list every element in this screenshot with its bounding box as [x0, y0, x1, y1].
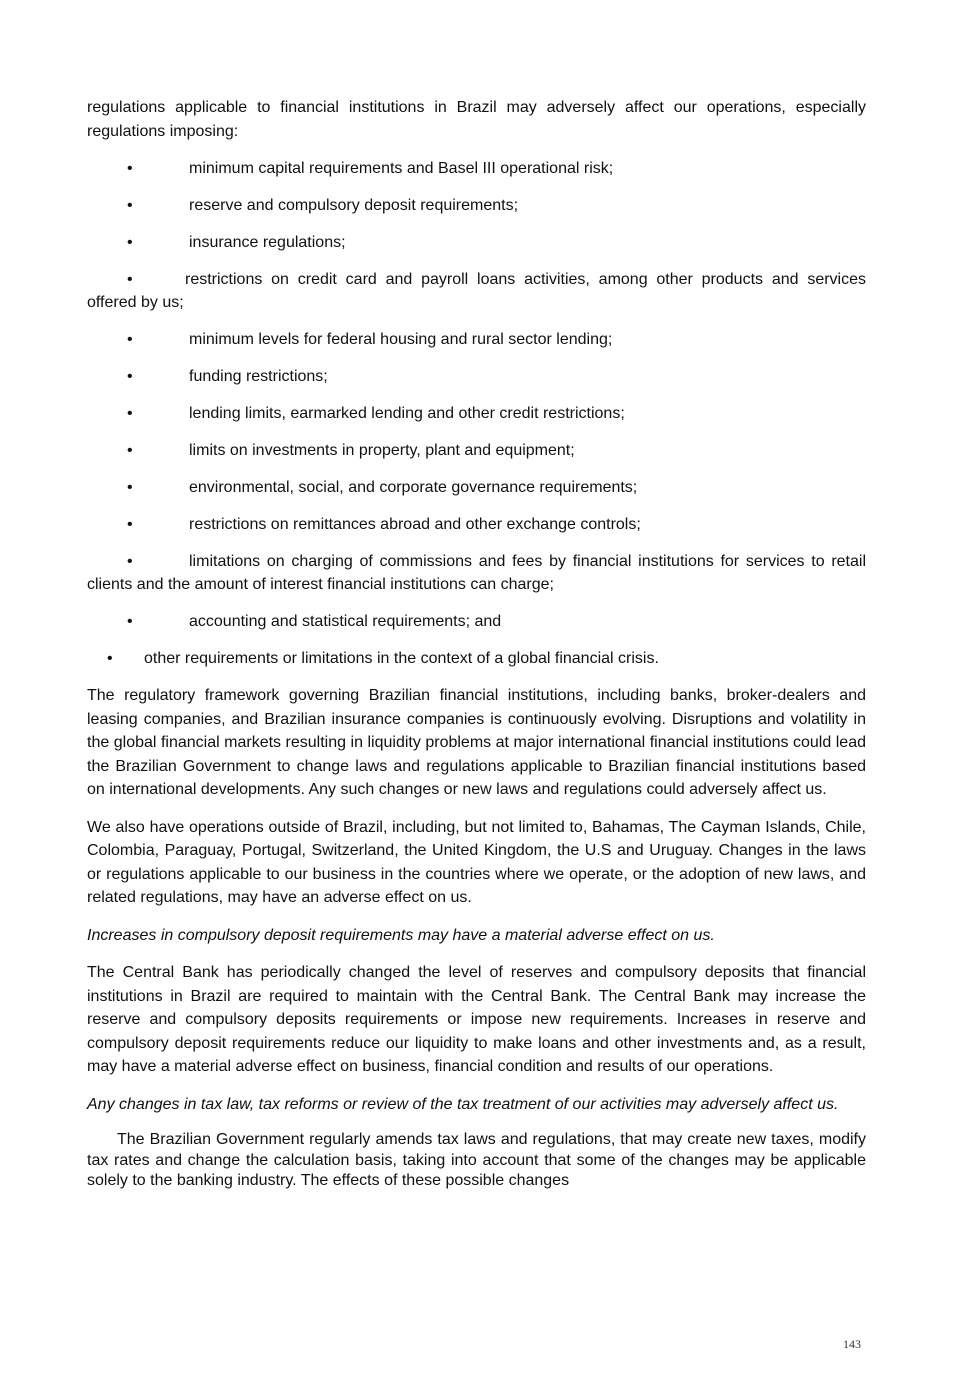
- bullet-text: minimum capital requirements and Basel III operational risk;: [189, 160, 614, 177]
- bullet-text: limits on investments in property, plant and equipment;: [189, 442, 575, 459]
- bullet-item: [87, 439, 866, 462]
- bullet-item: [87, 365, 866, 388]
- bullet-text: reserve and compulsory deposit requirements;: [189, 197, 519, 214]
- bullet-text: restrictions on remittances abroad and other exchange controls;: [189, 516, 641, 533]
- body-paragraph: The Central Bank has periodically changed the level of reserves and compulsory deposits that financial institutions in Brazil are required to maintain with the Central Bank. The Central Bank may increase the reserve and compulsory deposits requirements or impose new requirements. Increases in reserve and compulsory deposit requirements reduce our liquidity to make loans and other investments and, as a result, may have a material adverse effect on business, financial condition and results of our operations.: [87, 964, 866, 1075]
- bullet-icon: •: [127, 331, 133, 348]
- bullet-item: [87, 157, 866, 180]
- bullet-text: funding restrictions;: [189, 368, 328, 385]
- bullet-icon: •: [127, 479, 133, 496]
- bullet-icon: •: [127, 553, 133, 570]
- bullet-icon: •: [127, 368, 133, 385]
- body-paragraph: We also have operations outside of Brazil, including, but not limited to, Bahamas, The Cayman Islands, Chile, Colombia, Paraguay, Portugal, Switzerland, the United Kingdom, the U.S and Uruguay. Changes in the laws or regulations applicable to our business in the countries where we operate, or the adoption of new laws, and related regulations, may have an adverse effect on us.: [87, 818, 866, 906]
- bullet-icon: •: [127, 271, 133, 288]
- bullet-item: [87, 476, 866, 499]
- bullet-item: [87, 194, 866, 217]
- bullet-item: [87, 513, 866, 536]
- section-heading: Any changes in tax law, tax reforms or review of the tax treatment of our activities may adversely affect us.: [87, 1095, 839, 1113]
- bullet-item: [87, 647, 866, 670]
- bullet-text: restrictions on credit card and payroll loans activities, among other products and services offered by us;: [87, 271, 866, 311]
- bullet-icon: •: [127, 160, 133, 177]
- bullet-item: [87, 610, 866, 633]
- bullet-text: environmental, social, and corporate governance requirements;: [189, 479, 638, 496]
- bullet-icon: •: [107, 650, 113, 667]
- page-number: 143: [843, 1337, 861, 1351]
- bullet-text: insurance regulations;: [189, 234, 346, 251]
- body-paragraph: The Brazilian Government regularly amends tax laws and regulations, that may create new taxes, modify tax rates and change the calculation basis, taking into account that some of the changes may be applicable solely to the banking industry. The effects of these possible changes: [87, 1131, 866, 1189]
- bullet-text: accounting and statistical requirements; and: [189, 613, 502, 630]
- bullet-icon: •: [127, 405, 133, 422]
- bullet-icon: •: [127, 442, 133, 459]
- bullet-icon: •: [127, 516, 133, 533]
- bullet-item: [87, 231, 866, 254]
- bullet-icon: •: [127, 613, 133, 630]
- section-heading: Increases in compulsory deposit requirements may have a material adverse effect on us.: [87, 926, 715, 944]
- page-content: [87, 96, 866, 1206]
- bullet-item: [87, 268, 866, 314]
- body-paragraph: The regulatory framework governing Brazilian financial institutions, including banks, broker-dealers and leasing companies, and Brazilian insurance companies is continuously evolving. Disruptions and volatility in the global financial markets resulting in liquidity problems at major international financial institutions could lead the Brazilian Government to change laws and regulations applicable to Brazilian financial institutions based on international developments. Any such changes or new laws and regulations could adversely affect us.: [87, 687, 866, 798]
- bullet-icon: •: [127, 234, 133, 251]
- bullet-text: other requirements or limitations in the context of a global financial crisis.: [144, 650, 659, 667]
- bullet-item: [87, 328, 866, 351]
- bullet-item: [87, 550, 866, 596]
- bullet-text: lending limits, earmarked lending and other credit restrictions;: [189, 405, 625, 422]
- bullet-text: minimum levels for federal housing and rural sector lending;: [189, 331, 613, 348]
- intro-paragraph: regulations applicable to financial institutions in Brazil may adversely affect our operations, especially regulations imposing:: [87, 99, 866, 140]
- bullet-icon: •: [127, 197, 133, 214]
- bullet-text: limitations on charging of commissions and fees by financial institutions for services to retail clients and the amount of interest financial institutions can charge;: [87, 553, 866, 593]
- bullet-item: [87, 402, 866, 425]
